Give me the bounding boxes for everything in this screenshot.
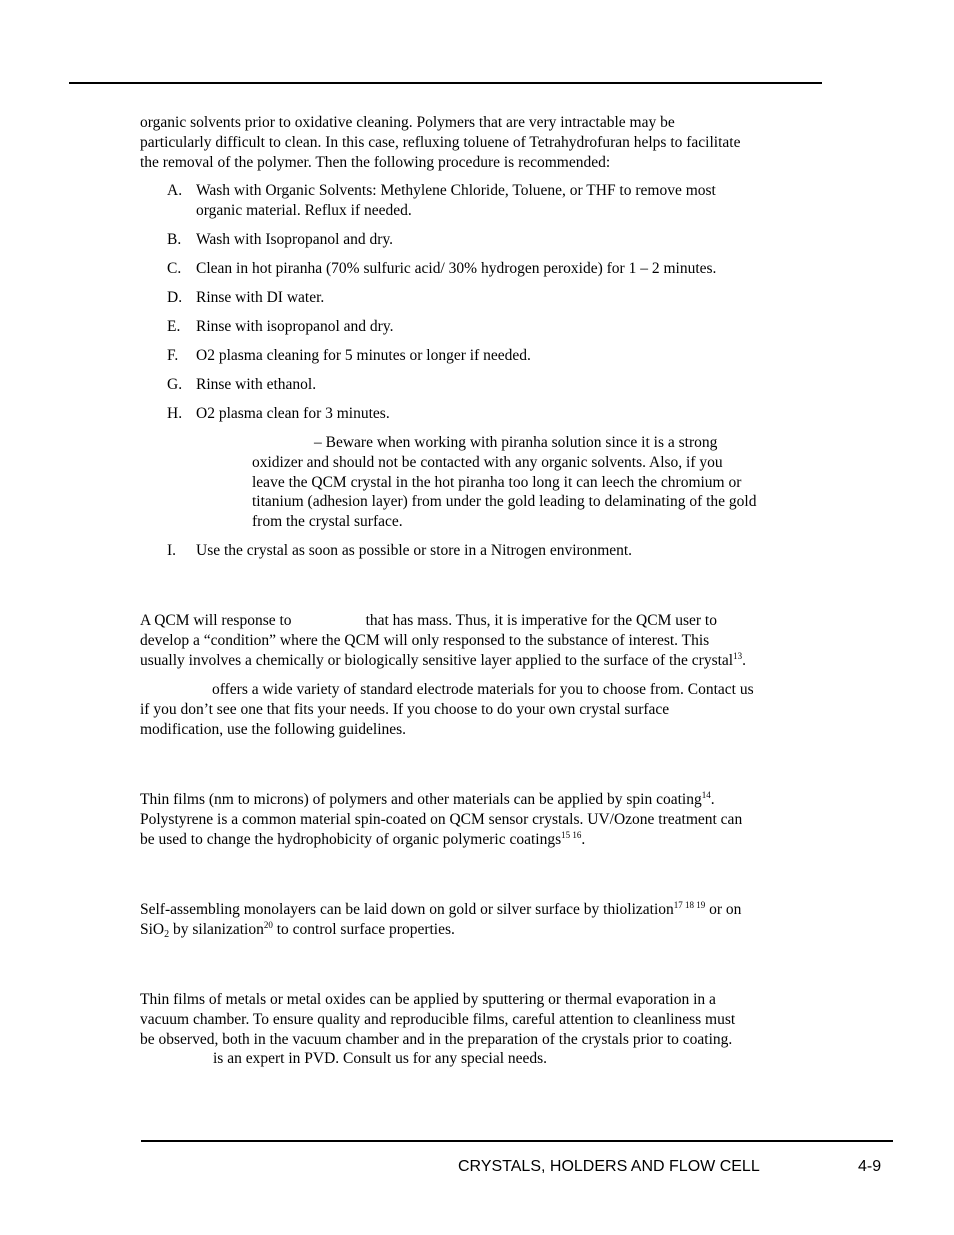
para-text: offers a wide variety of standard electrode materials for you to choose from. Contact us — [212, 681, 754, 698]
step-letter: E. — [167, 318, 181, 335]
para-text: . — [581, 830, 586, 848]
step-letter: D. — [167, 289, 183, 306]
step-letter: I. — [167, 542, 177, 559]
para-text: A QCM will response to — [140, 612, 292, 629]
step-line: Wash with Organic Solvents: Methylene Chloride, Toluene, or THF to remove most — [196, 182, 716, 199]
para-text: or on — [705, 901, 742, 918]
reference-number: 15 16 — [561, 829, 582, 840]
caution-line: leave the QCM crystal in the hot piranha too long it can leech the chromium or — [252, 473, 742, 491]
caution-note — [252, 433, 820, 532]
para-text: Self-assembling monolayers can be laid down on gold or silver surface by thiolization — [140, 901, 674, 918]
step-text: Wash with Isopropanol and dry. — [196, 231, 394, 248]
para-text: Thin films (nm to microns) of polymers and other materials can be applied by spin coating — [140, 791, 702, 808]
intro-line: particularly difficult to clean. In this case, refluxing toluene of Tetrahydrofuran helps to facilitate — [140, 133, 741, 151]
intro-line: organic solvents prior to oxidative cleaning. Polymers that are very intractable may be — [140, 114, 675, 131]
para-text: modification, use the following guidelines. — [140, 720, 407, 738]
para-text: be used to change the hydrophobicity of organic polymeric coatings — [140, 830, 562, 848]
para-text: SiO — [140, 920, 165, 938]
step-text: Rinse with DI water. — [196, 289, 325, 306]
step-letter: G. — [167, 376, 183, 393]
caution-line: from the crystal surface. — [252, 513, 403, 531]
para-text: be observed, both in the vacuum chamber and in the preparation of the crystals prior to coating. — [140, 1030, 733, 1048]
page-number: 4-9 — [858, 1158, 882, 1175]
footer-title: CRYSTALS, HOLDERS AND FLOW CELL — [458, 1158, 760, 1175]
reference-number: 13 — [733, 650, 743, 661]
footer-rule — [141, 1140, 893, 1142]
step-text: O2 plasma clean for 3 minutes. — [196, 405, 390, 422]
sam-paragraph — [140, 900, 820, 940]
step-line: organic material. Reflux if needed. — [196, 201, 412, 219]
qcm-paragraph — [140, 611, 820, 670]
para-text: . — [710, 791, 715, 808]
step-letter: B. — [167, 231, 182, 248]
para-text: vacuum chamber. To ensure quality and reproducible films, careful attention to cleanliness must — [140, 1010, 736, 1028]
para-text: usually involves a chemically or biologically sensitive layer applied to the surface of the crystal — [140, 651, 734, 669]
reference-number: 14 — [701, 790, 711, 800]
pvd-paragraph — [140, 990, 820, 1069]
para-text: is an expert in PVD. Consult us for any special needs. — [213, 1050, 548, 1068]
para-text: by silanization — [169, 920, 264, 938]
caution-line: titanium (adhesion layer) from under the gold leading to delaminating of the gold — [252, 493, 757, 511]
reference-number: 20 — [263, 919, 273, 930]
step-letter: C. — [167, 260, 182, 277]
step-text: Rinse with isopropanol and dry. — [196, 318, 394, 335]
para-text: that has mass. Thus, it is imperative for the QCM user to — [365, 612, 717, 629]
header-rule — [69, 82, 822, 84]
reference-number: 17 18 19 — [673, 900, 706, 910]
step-letter: F. — [167, 347, 179, 364]
para-text: if you don’t see one that fits your needs. If you choose to do your own crystal surface — [140, 700, 670, 718]
step-text: Use the crystal as soon as possible or store in a Nitrogen environment. — [196, 542, 633, 559]
offers-paragraph — [140, 680, 820, 739]
subscript: 2 — [164, 928, 170, 940]
para-text: Thin films of metals or metal oxides can be applied by sputtering or thermal evaporation in a — [140, 991, 716, 1008]
para-text: to control surface properties. — [272, 920, 455, 938]
para-text: develop a “condition” where the QCM will only responsed to the substance of interest. This — [140, 631, 710, 649]
step-text: Rinse with ethanol. — [196, 376, 317, 393]
intro-paragraph — [140, 113, 820, 172]
step-letter: A. — [167, 182, 183, 199]
para-text: . — [742, 651, 746, 669]
caution-line: oxidizer and should not be contacted with any organic solvents. Also, if you — [252, 453, 723, 471]
step-text: Clean in hot piranha (70% sulfuric acid/ 30% hydrogen peroxide) for 1 – 2 minutes. — [196, 260, 717, 277]
spin-coating-paragraph — [140, 790, 820, 849]
intro-line: the removal of the polymer. Then the following procedure is recommended: — [140, 153, 611, 171]
step-letter: H. — [167, 405, 183, 422]
step-text: O2 plasma cleaning for 5 minutes or longer if needed. — [196, 347, 531, 364]
caution-line: – Beware when working with piranha solution since it is a strong — [314, 434, 718, 451]
para-text: Polystyrene is a common material spin-coated on QCM sensor crystals. UV/Ozone treatment can — [140, 810, 743, 828]
step-text — [196, 181, 816, 221]
